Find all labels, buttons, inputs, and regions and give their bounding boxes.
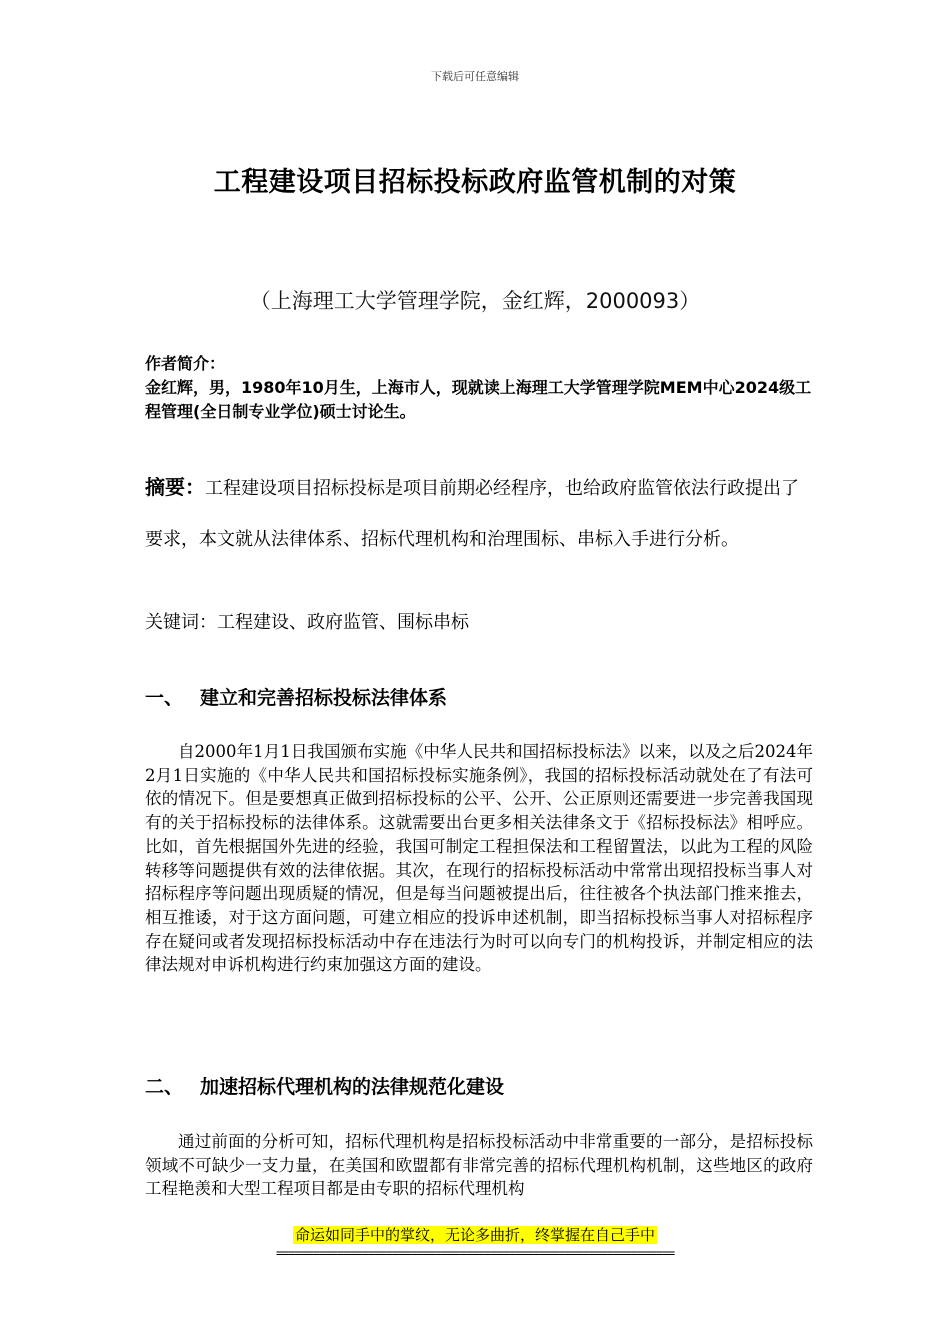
footer-motto xyxy=(0,1224,950,1245)
document-title: 工程建设项目招标投标政府监管机制的对策 xyxy=(213,167,737,198)
header-note: 下载后可任意编辑 xyxy=(431,70,519,83)
section-paragraph: 通过前面的分析可知，招标代理机构是招标投标活动中非常重要的一部分，是招标投标领域不可缺少一支力量，在美国和欧盟都有非常完善的招标代理机构机制，这些地区的政府工程艳羡和大型工程项目都是由专职的招标代理机构 xyxy=(145,1132,813,1199)
footer-divider: ================================================================= xyxy=(275,1246,675,1260)
section-title: 加速招标代理机构的法律规范化建设 xyxy=(200,1076,505,1098)
section-title: 建立和完善招标投标法律体系 xyxy=(200,687,448,709)
author-affiliation: （上海理工大学管理学院，金红辉，2000093） xyxy=(249,289,701,313)
section-number: 一、 xyxy=(145,687,184,709)
author-bio: 金红辉，男，1980年10月生，上海市人，现就读上海理工大学管理学院MEM中心2024级工程管理(全日制专业学位)硕士讨论生。 xyxy=(145,378,812,421)
footer-motto-text: 命运如同手中的掌纹，无论多曲折，终掌握在自己手中 xyxy=(294,1226,655,1244)
section-paragraph: 自2000年1月1日我国颁布实施《中华人民共和国招标投标法》以来，以及之后2024年2月1日实施的《中华人民共和国招标投标实施条例》，我国的招标投标活动就处在了有法可依的情况下。但是要想真正做到招标投标的公平、公开、公正原则还需要进一步完善我国现有的关于招标投标的法律体系。这就需要出台更多相关法律条文于《招标投标法》相呼应。比如，首先根据国外先进的经验，我国可制定工程担保法和工程留置法，以此为工程的风险转移等问题提供有效的法律依据。其次，在现行的招标投标活动中常常出现招投标当事人对招标程序等问题出现质疑的情况，但是每当问题被提出后，往往被各个执法部门推来推去，相互推诿，对于这方面问题，可建立相应的投诉申述机制，即当招标投标当事人对招标程序存在疑问或者发现招标投标活动中存在违法行为时可以向专门的机构投诉，并制定相应的法律法规对申诉机构进行约束加强这方面的建设。 xyxy=(145,742,813,975)
keywords: 关键词：工程建设、政府监管、围标串标 xyxy=(145,612,469,633)
abstract-text: 工程建设项目招标投标是项目前期必经程序，也给政府监管依法行政提出了要求，本文就从法律体系、招标代理机构和治理围标、串标入手进行分析。 xyxy=(145,478,799,550)
section-heading xyxy=(145,683,447,710)
author-intro-label: 作者简介： xyxy=(145,354,226,373)
section-number: 二、 xyxy=(145,1076,184,1098)
abstract-label: 摘要： xyxy=(145,475,205,499)
section-heading xyxy=(145,1072,504,1099)
author-intro xyxy=(145,352,825,424)
abstract xyxy=(145,462,815,565)
